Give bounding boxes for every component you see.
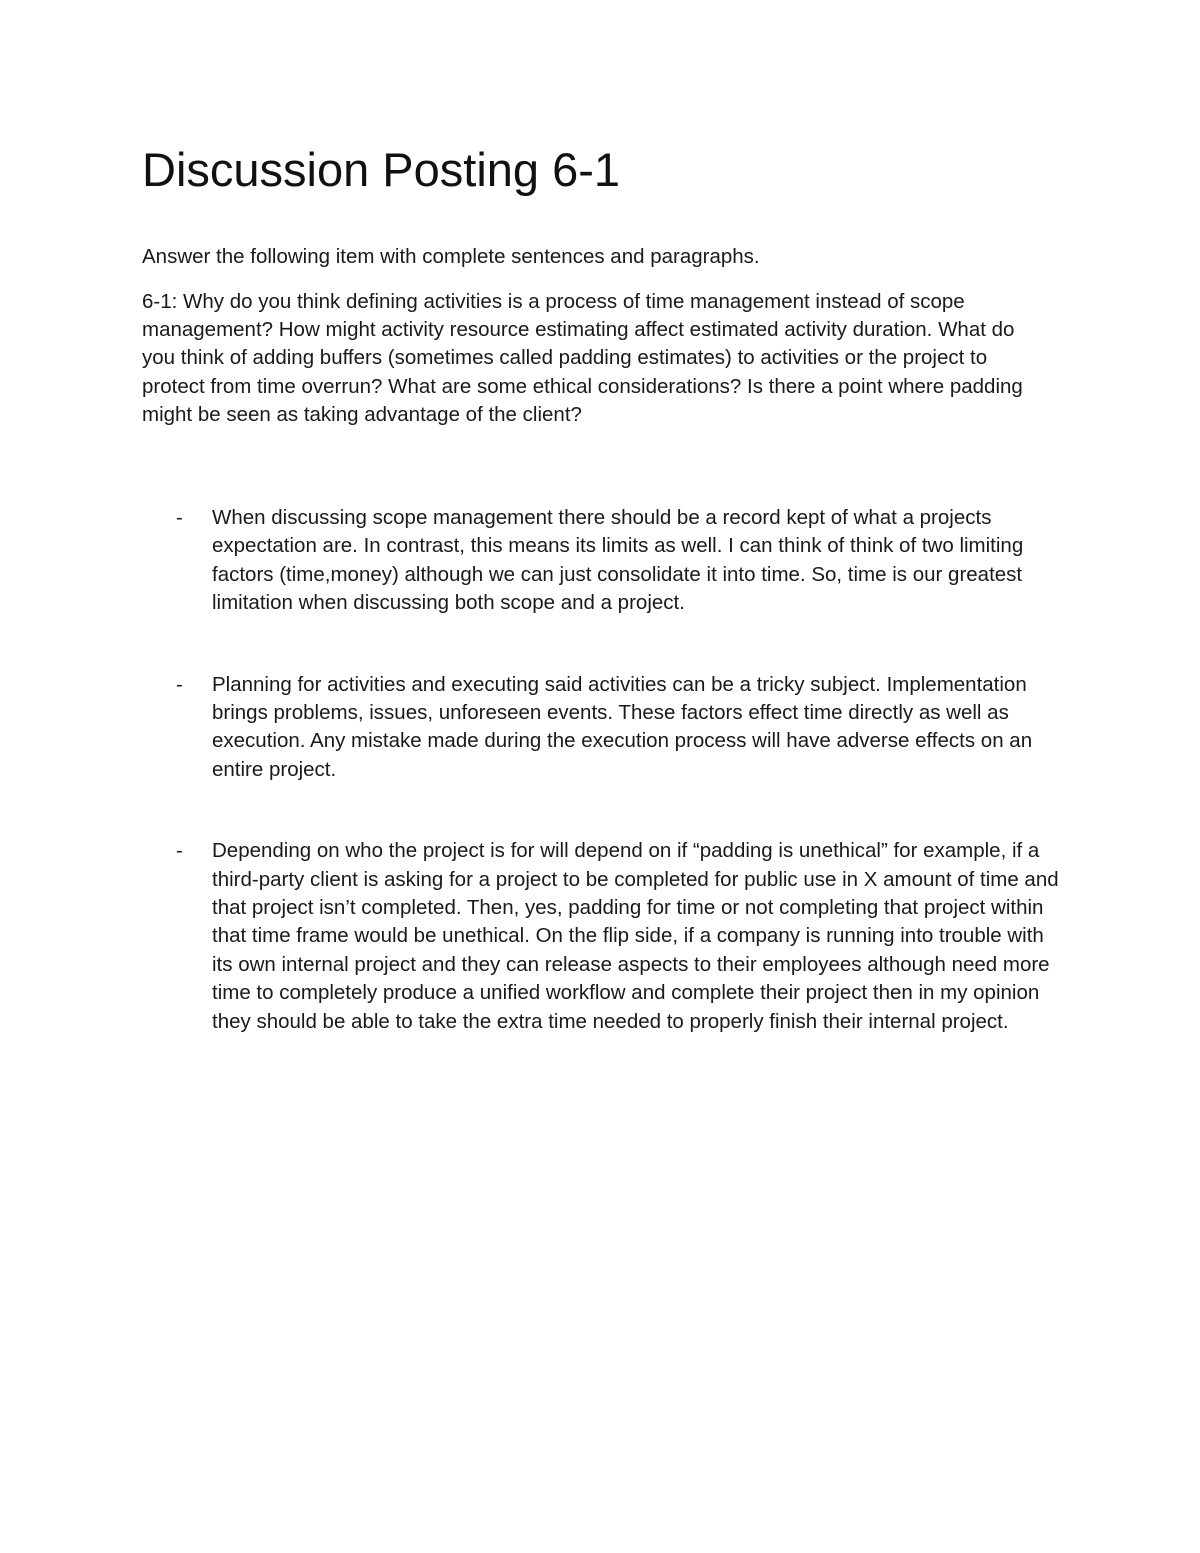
question-text: 6-1: Why do you think defining activities is a process of time management instead of scope management? How might activity resource estimating affect estimated activity duration. What do you think of adding buffers (sometimes called padding estimates) to activities or the project to protect from time overrun? What are some ethical considerations? Is there a point where padding might be seen as taking advantage of the client? (142, 290, 1023, 426)
instruction-text: Answer the following item with complete sentences and paragraphs. (142, 245, 760, 268)
bullet-dash: - (176, 839, 183, 863)
answer-text: Planning for activities and executing said activities can be a tricky subject. Implementation brings problems, issues, unforeseen events. These factors effect time directly as well as execution. Any mistake made during the execution process will have adverse effects on an entire project. (212, 672, 1033, 781)
bullet-dash: - (176, 506, 183, 529)
answer-text: When discussing scope management there should be a record kept of what a projects expectation are. In contrast, this means its limits as well. I can think of think of two limiting factors (time,money) although we can just consolidate it into time. So, time is our greatest limitation when discussing both scope and a project. (212, 506, 1024, 615)
answer-item (142, 671, 1067, 785)
bullet-dash: - (176, 672, 183, 696)
answer-item (142, 837, 1067, 1036)
answer-item (142, 504, 1067, 618)
document-title: Discussion Posting 6-1 (142, 143, 621, 196)
answer-text: Depending on who the project is for will depend on if “padding is unethical” for example, if a third-party client is asking for a project to be completed for public use in X amount of time and that project isn’t completed. Then, yes, padding for time or not completing that project within that time frame would be unethical. On the flip side, if a company is running into trouble with its own internal project and they can release aspects to their employees although need more time to completely produce a unified workflow and complete their project then in my opinion they should be able to take the extra time needed to properly finish their internal project. (212, 839, 1059, 1033)
answer-list (142, 504, 1067, 1036)
